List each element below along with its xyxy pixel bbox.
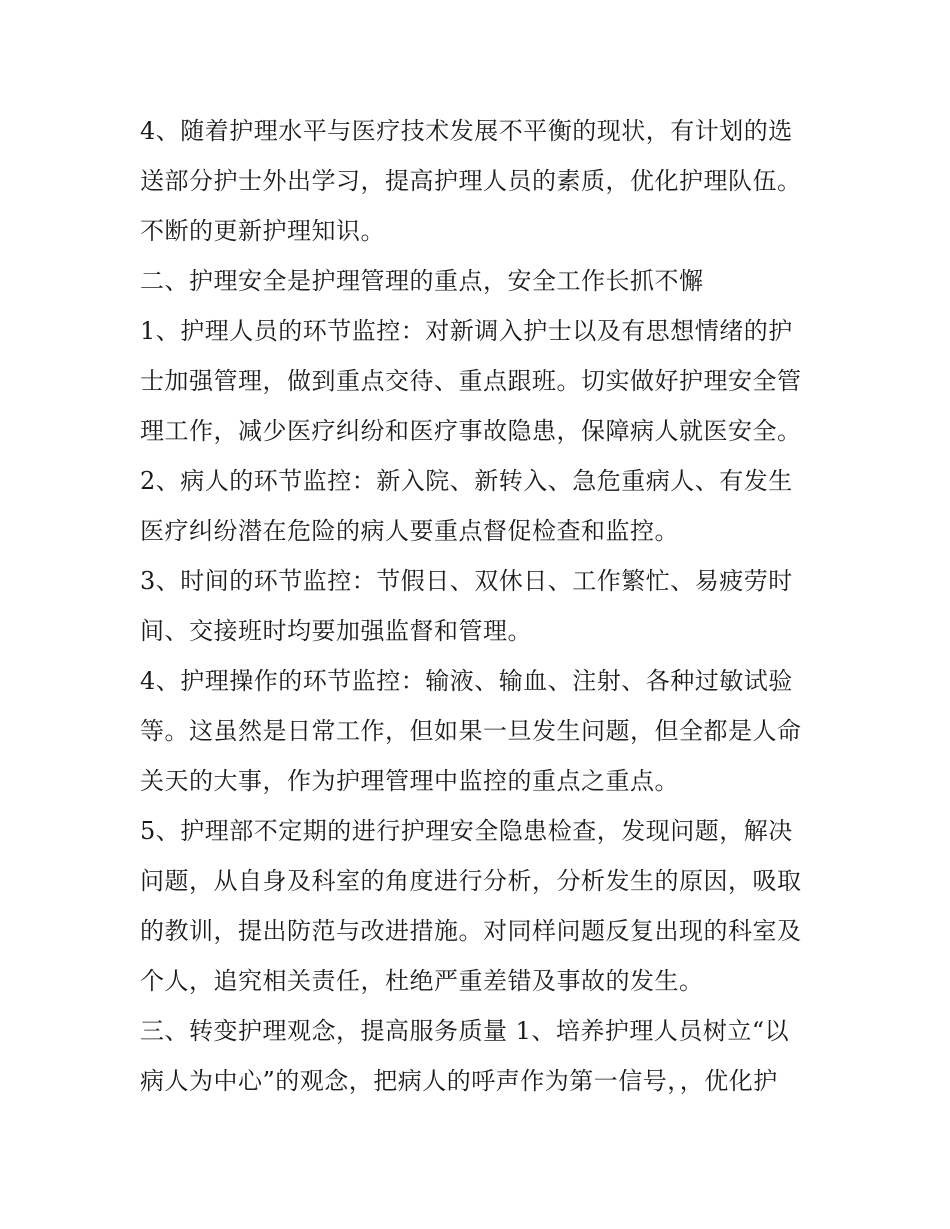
text-line: 送部分护士外出学习，提高护理人员的素质，优化护理队伍。 <box>140 167 802 195</box>
text-line: 病人为中心”的观念，把病人的呼声作为第一信号，，优化护 <box>140 1067 778 1095</box>
document-body <box>140 106 820 1106</box>
text-line: 问题，从自身及科室的角度进行分析，分析发生的原因，吸取 <box>140 867 802 895</box>
text-line: 等。这虽然是日常工作，但如果一旦发生问题，但全都是人命 <box>140 717 802 745</box>
section-heading: 二、护理安全是护理管理的重点，安全工作长抓不懈 <box>140 267 704 295</box>
text-line: 士加强管理，做到重点交待、重点跟班。切实做好护理安全管 <box>140 367 802 395</box>
text-line: 关天的大事，作为护理管理中监控的重点之重点。 <box>140 767 679 795</box>
text-line: 理工作，减少医疗纠纷和医疗事故隐患，保障病人就医安全。 <box>140 417 802 445</box>
text-line: 1、护理人员的环节监控：对新调入护士以及有思想情绪的护 <box>140 317 793 345</box>
text-line: 4、随着护理水平与医疗技术发展不平衡的现状，有计划的选 <box>140 117 793 145</box>
text-line: 医疗纠纷潜在危险的病人要重点督促检查和监控。 <box>140 517 679 545</box>
text-line: 间、交接班时均要加强监督和管理。 <box>140 617 532 645</box>
text-line: 2、病人的环节监控：新入院、新转入、急危重病人、有发生 <box>140 467 793 495</box>
text-line: 不断的更新护理知识。 <box>140 217 385 245</box>
text-line: 个人，追究相关责任，杜绝严重差错及事故的发生。 <box>140 967 704 995</box>
text-line: 的教训，提出防范与改进措施。对同样问题反复出现的科室及 <box>140 917 802 945</box>
text-line: 5、护理部不定期的进行护理安全隐患检查，发现问题，解决 <box>140 817 793 845</box>
text-line: 3、时间的环节监控：节假日、双休日、工作繁忙、易疲劳时 <box>140 567 793 595</box>
text-line: 4、护理操作的环节监控：输液、输血、注射、各种过敏试验 <box>140 667 793 695</box>
section-heading: 三、转变护理观念，提高服务质量 1、培养护理人员树立“以 <box>140 1017 790 1045</box>
